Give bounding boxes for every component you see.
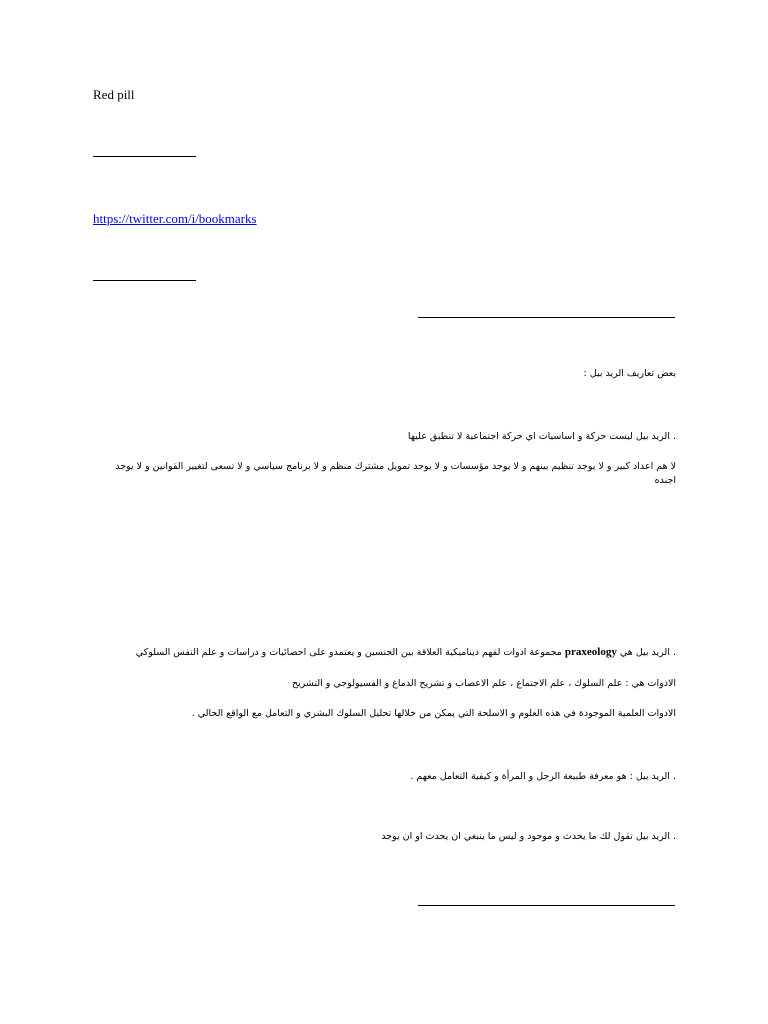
praxeology-term: praxeology (564, 646, 617, 658)
praxeology-rest: مجموعة ادوات لفهم ديناميكية العلاقة بين الجنسين و يعتمدو على احصائيات و دراسات و علم النفس السلوكي (135, 647, 562, 658)
short-divider-bottom (93, 280, 196, 281)
paragraph-tools: الادوات هي : علم السلوك ، علم الاجتماع ، علم الاعصاب و تشريح الدماغ و الفسيولوجي و التشريح (291, 678, 676, 689)
bookmarks-link[interactable]: https://twitter.com/i/bookmarks (93, 211, 257, 226)
paragraph-not-movement: . الريد بيل ليست حركة و اساسيات اي حركة اجتماعية لا تنطبق عليها (407, 431, 676, 442)
paragraph-praxeology (100, 645, 676, 660)
short-divider-top (93, 156, 196, 157)
intro-paragraph: بعض تعاريف الريد بيل : (583, 368, 676, 379)
document-title: Red pill (93, 87, 135, 102)
praxeology-lead: . الريد بيل هي (619, 647, 676, 658)
paragraph-no-organization: لا هم اعداد كبير و لا يوجد تنظيم بينهم و لا يوجد مؤسسات و لا يوجد تمويل مشترك منظم و لا برنامج سياسي و لا تسعى لتغيير القوانين و لا يوجد اجنده (115, 461, 676, 486)
long-divider-bottom (418, 905, 675, 906)
long-divider-top (418, 317, 675, 318)
paragraph-reality: . الريد بيل تقول لك ما يحدث و موجود و ليس ما ينبغي ان يحدث او ان يوجد (381, 831, 676, 842)
paragraph-nature: . الريد بيل : هو معرفة طبيعة الرجل و المرأة و كيفية التعامل معهم . (410, 771, 676, 782)
paragraph-scientific-tools: الادوات العلمية الموجودة في هذه العلوم و الاسلحة التي يمكن من خلالها تحليل السلوك البشري و التعامل مع الواقع الحالي . (191, 708, 676, 719)
